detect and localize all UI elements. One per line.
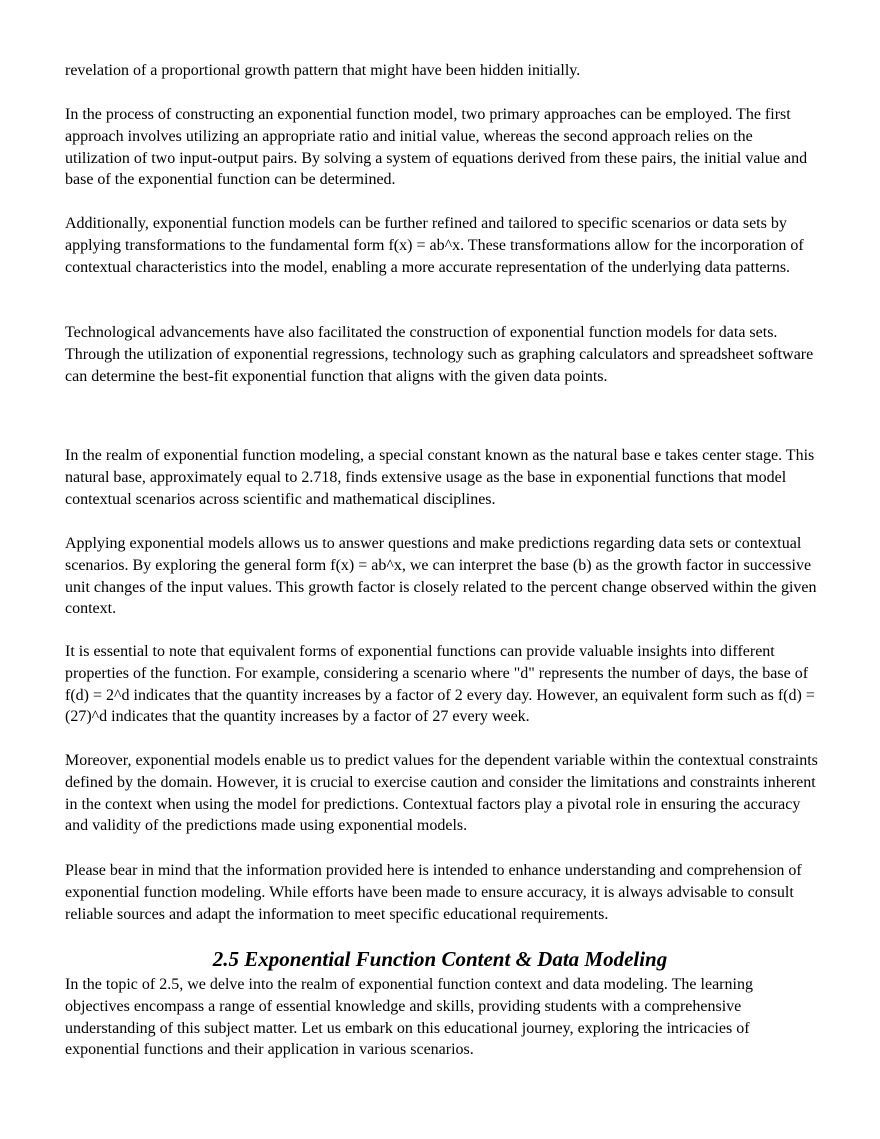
paragraph-proportional-growth: revelation of a proportional growth pattern that might have been hidden initially. <box>65 62 581 79</box>
paragraph-predictions: Moreover, exponential models enable us to predict values for the dependent variable within the contextual constraints defined by the domain. However, it is crucial to exercise caution and consider the limitations and constraints inherent in the context when using the model for predictions. Contextual factors play a pivotal role in ensuring the accuracy and validity of the predictions made using exponential models. <box>65 752 818 835</box>
section-heading: 2.5 Exponential Function Content & Data Modeling <box>212 947 668 971</box>
paragraph-technology: Technological advancements have also facilitated the construction of exponential function models for data sets. Through the utilization of exponential regressions, technology such as graphing calculators and spreadsheet software can determine the best-fit exponential function that aligns with the given data points. <box>65 324 814 385</box>
paragraph-applying-models: Applying exponential models allows us to answer questions and make predictions regarding data sets or contextual scenarios. By exploring the general form f(x) = ab^x, we can interpret the base (b) as the growth factor in successive unit changes of the input values. This growth factor is closely related to the percent change observed within the given context. <box>65 535 817 618</box>
paragraph-natural-base: In the realm of exponential function modeling, a special constant known as the natural base e takes center stage. This natural base, approximately equal to 2.718, finds extensive usage as the base in exponential functions that model contextual scenarios across scientific and mathematical disciplines. <box>65 447 815 508</box>
paragraph-equivalent-forms: It is essential to note that equivalent forms of exponential functions can provide valuable insights into different properties of the function. For example, considering a scenario where "d" represents the number of days, the base of f(d) = 2^d indicates that the quantity increases by a factor of 2 every day. However, an equivalent form such as f(d) = (27)^d indicates that the quantity increases by a factor of 27 every week. <box>65 643 815 726</box>
paragraph-section-intro: In the topic of 2.5, we delve into the realm of exponential function context and data modeling. The learning objectives encompass a range of essential knowledge and skills, providing students with a comprehensive understanding of this subject matter. Let us embark on this educational journey, exploring the intricacies of exponential functions and their application in various scenarios. <box>65 976 753 1059</box>
paragraph-constructing-model: In the process of constructing an exponential function model, two primary approaches can be employed. The first approach involves utilizing an appropriate ratio and initial value, whereas the second approach relies on the utilization of two input-output pairs. By solving a system of equations derived from these pairs, the initial value and base of the exponential function can be determined. <box>65 106 808 189</box>
paragraph-transformations: Additionally, exponential function models can be further refined and tailored to specific scenarios or data sets by applying transformations to the fundamental form f(x) = ab^x. These transformations allow for the incorporation of contextual characteristics into the model, enabling a more accurate representation of the underlying data patterns. <box>65 215 804 276</box>
paragraph-disclaimer: Please bear in mind that the information provided here is intended to enhance understanding and comprehension of exponential function modeling. While efforts have been made to ensure accuracy, it is always advisable to consult reliable sources and adapt the information to meet specific educational requirements. <box>65 862 802 923</box>
